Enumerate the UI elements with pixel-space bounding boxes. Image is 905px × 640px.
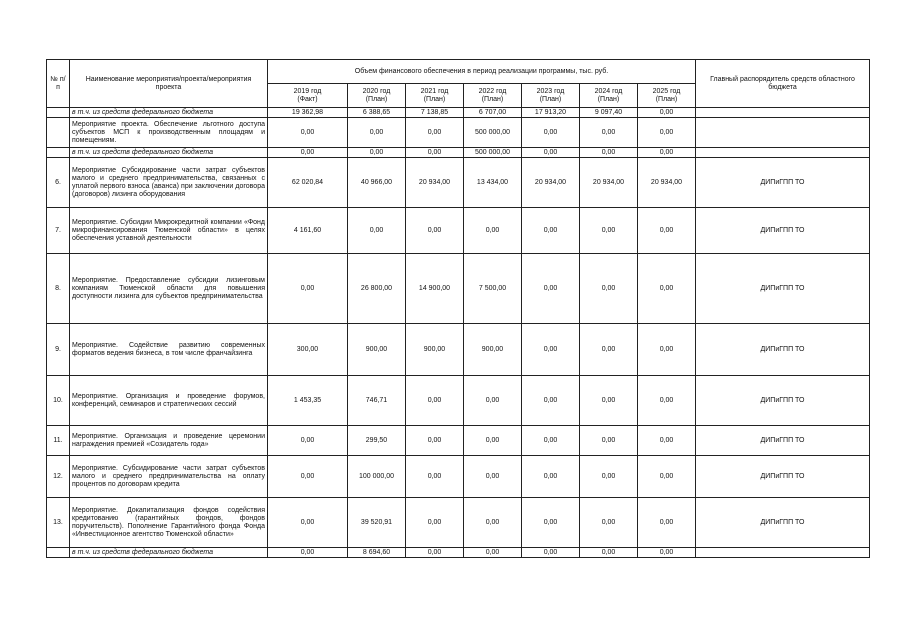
value-2023: 0,00 [522, 324, 580, 376]
value-2025: 0,00 [638, 376, 696, 426]
value-2023: 0,00 [522, 456, 580, 498]
value-2020: 0,00 [348, 208, 406, 254]
row-number: 11. [47, 426, 70, 456]
header-row-top [47, 60, 870, 84]
row-name: Мероприятие. Организация и проведение форумов, конференций, семинаров и стратегических сессий [70, 376, 268, 426]
value-2025: 0,00 [638, 254, 696, 324]
value-2023: 0,00 [522, 426, 580, 456]
value-2019: 0,00 [268, 254, 348, 324]
value-2022: 13 434,00 [464, 158, 522, 208]
row-distributor [696, 148, 870, 158]
value-2021: 0,00 [406, 548, 464, 558]
value-2023: 0,00 [522, 254, 580, 324]
row-number: 13. [47, 498, 70, 548]
value-2019: 0,00 [268, 456, 348, 498]
funding-table [46, 59, 870, 558]
value-2019: 0,00 [268, 118, 348, 148]
value-2022: 900,00 [464, 324, 522, 376]
value-2024: 0,00 [580, 148, 638, 158]
header-year-kind: (План) [539, 95, 562, 103]
value-2024: 9 097,40 [580, 108, 638, 118]
value-2024: 0,00 [580, 324, 638, 376]
value-2023: 0,00 [522, 148, 580, 158]
row-distributor: ДИПиГПП ТО [696, 456, 870, 498]
row-name: в т.ч. из средств федерального бюджета [70, 548, 268, 558]
value-2021: 14 900,00 [406, 254, 464, 324]
value-2022: 0,00 [464, 498, 522, 548]
row-name: в т.ч. из средств федерального бюджета [70, 108, 268, 118]
row-distributor: ДИПиГПП ТО [696, 426, 870, 456]
header-year-2024 [580, 84, 638, 108]
value-2022: 0,00 [464, 548, 522, 558]
row-number: 8. [47, 254, 70, 324]
row-number [47, 108, 70, 118]
header-funding-title: Объем финансового обеспечения в период реализации программы, тыс. руб. [268, 60, 696, 84]
value-2020: 39 520,91 [348, 498, 406, 548]
value-2022: 500 000,00 [464, 148, 522, 158]
value-2023: 0,00 [522, 498, 580, 548]
value-2025: 0,00 [638, 548, 696, 558]
header-year-kind: (План) [423, 95, 446, 103]
row-distributor: ДИПиГПП ТО [696, 208, 870, 254]
table-row-6 [47, 158, 870, 208]
row-name: Мероприятие. Субсидирование части затрат субъектов малого и среднего предпринимательства на оплату процентов по договорам кредита [70, 456, 268, 498]
value-2021: 0,00 [406, 426, 464, 456]
row-name: Мероприятие. Содействие развитию современных форматов ведения бизнеса, в том числе франчайзинга [70, 324, 268, 376]
value-2020: 900,00 [348, 324, 406, 376]
table-row-7 [47, 208, 870, 254]
value-2019: 1 453,35 [268, 376, 348, 426]
value-2021: 20 934,00 [406, 158, 464, 208]
header-year-kind: (План) [481, 95, 504, 103]
header-year-kind: (План) [597, 95, 620, 103]
value-2024: 0,00 [580, 208, 638, 254]
value-2021: 0,00 [406, 456, 464, 498]
header-year-2022 [464, 84, 522, 108]
value-2023: 0,00 [522, 208, 580, 254]
value-2020: 746,71 [348, 376, 406, 426]
row-number [47, 118, 70, 148]
value-2024: 0,00 [580, 498, 638, 548]
row-number [47, 148, 70, 158]
header-year-label: 2022 год [478, 87, 507, 95]
value-2019: 0,00 [268, 548, 348, 558]
header-year-2020 [348, 84, 406, 108]
row-distributor [696, 108, 870, 118]
value-2023: 0,00 [522, 118, 580, 148]
header-year-kind: (План) [655, 95, 678, 103]
value-2022: 6 707,00 [464, 108, 522, 118]
row-number: 7. [47, 208, 70, 254]
header-year-2025 [638, 84, 696, 108]
value-2024: 0,00 [580, 376, 638, 426]
table-row-9 [47, 324, 870, 376]
value-2025: 0,00 [638, 148, 696, 158]
value-2021: 0,00 [406, 208, 464, 254]
header-year-label: 2024 год [594, 87, 623, 95]
table-row-8 [47, 254, 870, 324]
value-2019: 0,00 [268, 426, 348, 456]
row-name: Мероприятие. Субсидии Микрокредитной компании «Фонд микрофинансирования Тюменской области» в целях обеспечения уставной деятельности [70, 208, 268, 254]
value-2019: 4 161,60 [268, 208, 348, 254]
table-row-federal-2 [47, 148, 870, 158]
value-2024: 0,00 [580, 548, 638, 558]
value-2024: 0,00 [580, 118, 638, 148]
header-year-label: 2021 год [420, 87, 449, 95]
row-number: 6. [47, 158, 70, 208]
value-2025: 0,00 [638, 118, 696, 148]
header-year-label: 2023 год [536, 87, 565, 95]
row-name: Мероприятие Субсидирование части затрат субъектов малого и среднего предпринимательства, связанных с уплатой первого взноса (аванса) при заключении договора (договоров) лизинга оборудования [70, 158, 268, 208]
value-2023: 0,00 [522, 548, 580, 558]
row-distributor: ДИПиГПП ТО [696, 324, 870, 376]
value-2021: 0,00 [406, 148, 464, 158]
header-year-label: 2020 год [362, 87, 391, 95]
header-distributor: Главный распорядитель средств областного бюджета [696, 60, 870, 108]
value-2020: 299,50 [348, 426, 406, 456]
row-number: 10. [47, 376, 70, 426]
value-2020: 26 800,00 [348, 254, 406, 324]
value-2021: 0,00 [406, 498, 464, 548]
value-2019: 19 362,98 [268, 108, 348, 118]
value-2023: 0,00 [522, 376, 580, 426]
header-year-2021 [406, 84, 464, 108]
row-name: Мероприятие. Организация и проведение церемонии награждения премией «Созидатель года» [70, 426, 268, 456]
value-2025: 0,00 [638, 426, 696, 456]
row-name: Мероприятие проекта. Обеспечение льготного доступа субъектов МСП к производственным площадям и помещениям. [70, 118, 268, 148]
row-distributor [696, 118, 870, 148]
header-year-kind: (Факт) [297, 95, 318, 103]
row-distributor: ДИПиГПП ТО [696, 254, 870, 324]
row-distributor [696, 548, 870, 558]
value-2024: 0,00 [580, 254, 638, 324]
value-2020: 8 694,60 [348, 548, 406, 558]
table-row-10 [47, 376, 870, 426]
value-2019: 62 020,84 [268, 158, 348, 208]
header-year-2023 [522, 84, 580, 108]
row-distributor: ДИПиГПП ТО [696, 376, 870, 426]
value-2024: 0,00 [580, 456, 638, 498]
table-row-12 [47, 456, 870, 498]
header-year-kind: (План) [365, 95, 388, 103]
table-row-project-msp [47, 118, 870, 148]
value-2020: 40 966,00 [348, 158, 406, 208]
header-year-label: 2019 год [293, 87, 322, 95]
row-name: Мероприятие. Докапитализация фондов содействия кредитованию (гарантийных фондов, фондов поручительств). Пополнение Гарантийного фонда Фонда «Инвестиционное агентство Тюменской области» [70, 498, 268, 548]
value-2021: 0,00 [406, 118, 464, 148]
value-2023: 20 934,00 [522, 158, 580, 208]
value-2020: 100 000,00 [348, 456, 406, 498]
value-2022: 0,00 [464, 208, 522, 254]
table-row-13 [47, 498, 870, 548]
header-year-label: 2025 год [652, 87, 681, 95]
value-2022: 0,00 [464, 456, 522, 498]
header-num: № п/п [47, 60, 70, 108]
value-2025: 20 934,00 [638, 158, 696, 208]
value-2025: 0,00 [638, 324, 696, 376]
value-2022: 0,00 [464, 426, 522, 456]
row-distributor: ДИПиГПП ТО [696, 158, 870, 208]
value-2024: 20 934,00 [580, 158, 638, 208]
row-number: 12. [47, 456, 70, 498]
value-2023: 17 913,20 [522, 108, 580, 118]
value-2020: 0,00 [348, 118, 406, 148]
value-2019: 300,00 [268, 324, 348, 376]
header-year-2019 [268, 84, 348, 108]
row-name: в т.ч. из средств федерального бюджета [70, 148, 268, 158]
value-2021: 900,00 [406, 324, 464, 376]
value-2022: 7 500,00 [464, 254, 522, 324]
header-name: Наименование мероприятия/проекта/мероприятия проекта [70, 60, 268, 108]
value-2022: 500 000,00 [464, 118, 522, 148]
value-2025: 0,00 [638, 498, 696, 548]
value-2020: 0,00 [348, 148, 406, 158]
value-2021: 7 138,85 [406, 108, 464, 118]
table-row-11 [47, 426, 870, 456]
value-2022: 0,00 [464, 376, 522, 426]
value-2021: 0,00 [406, 376, 464, 426]
table-row-federal-3 [47, 548, 870, 558]
value-2024: 0,00 [580, 426, 638, 456]
value-2019: 0,00 [268, 498, 348, 548]
funding-table-sheet [46, 59, 870, 558]
row-distributor: ДИПиГПП ТО [696, 498, 870, 548]
value-2025: 0,00 [638, 108, 696, 118]
row-name: Мероприятие. Предоставление субсидии лизинговым компаниям Тюменской области для повышения доступности лизинга для субъектов предпринимательства [70, 254, 268, 324]
table-row-federal-1 [47, 108, 870, 118]
value-2020: 6 388,65 [348, 108, 406, 118]
row-number: 9. [47, 324, 70, 376]
value-2025: 0,00 [638, 208, 696, 254]
value-2025: 0,00 [638, 456, 696, 498]
row-number [47, 548, 70, 558]
value-2019: 0,00 [268, 148, 348, 158]
